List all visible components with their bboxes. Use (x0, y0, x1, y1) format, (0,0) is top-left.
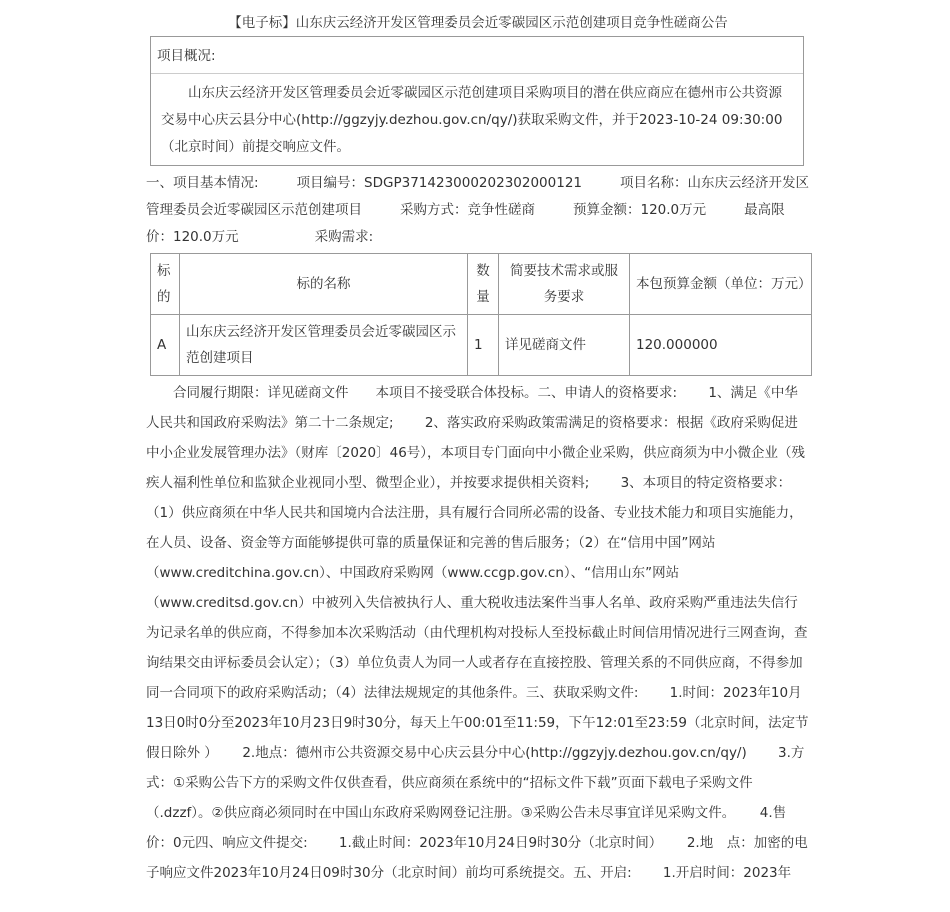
project-name: 项目名称：山东庆云经济开发区管理委员会近零碳园区示范创建项目 (146, 175, 810, 218)
notice-title: 【电子标】山东庆云经济开发区管理委员会近零碳园区示范创建项目竞争性磋商公告 (228, 15, 728, 31)
table-cell: 120.000000 (630, 315, 812, 376)
project-number: 项目编号：SDGP371423000202302000121 (296, 175, 583, 191)
header-cell: 标的名称 (180, 254, 468, 315)
overview-heading: 项目概况: (151, 37, 803, 74)
requirement-table (150, 253, 812, 376)
header-cell: 简要技术需求或服务要求 (499, 254, 630, 315)
project-overview-box (150, 36, 804, 166)
table-header-row (151, 254, 812, 315)
table-cell: 详见磋商文件 (499, 315, 630, 376)
procurement-requirement: 采购需求: (314, 229, 374, 245)
budget-amount: 预算金额：120.0万元 (573, 202, 707, 218)
header-cell: 本包预算金额（单位：万元） (630, 254, 812, 315)
basic-info (146, 170, 810, 251)
section-label: 一、项目基本情况: (146, 175, 259, 191)
notice-body-text: 合同履行期限：详见磋商文件 本项目不接受联合体投标。二、申请人的资格要求: 1、满足《中华人民共和国政府采购法》第二十二条规定; 2、落实政府采购政策需满足的资格要求：根据《政府采购促进中小企业发展管理办法》（财库〔2020〕46号），本项目专门面向中小微企业采购，供应商须为中小微企业（残疾人福利性单位和监狱企业视同小型、微型企业），并按要求提供相关资料; 3、本项目的特定资格要求：（1）供应商须在中华人民共和国境内合法注册，具有履行合同所必需的设备、专业技术能力和项目实施能力，在人员、设备、资金等方面能够提供可靠的质量保证和完善的售后服务；（2）在“信用中国”网站（www.creditchina.gov.cn）、中国政府采购网（www.ccgp.gov.cn）、“信用山东”网站（www.creditsd.gov.cn）中被列入失信被执行人、重大税收违法案件当事人名单、政府采购严重违法失信行为记录名单的供应商，不得参加本次采购活动（由代理机构对投标人至投标截止时间信用情况进行三网查询，查询结果交由评标委员会认定）；（3）单位负责人为同一人或者存在直接控股、管理关系的不同供应商，不得参加同一合同项下的政府采购活动；（4）法律法规规定的其他条件。三、获取采购文件: 1.时间：2023年10月13日0时0分至2023年10月23日9时30分，每天上午00:01至11:59，下午12:01至23:59（北京时间，法定节假日除外 ） 2.地点：德州市公共资源交易中心庆云县分中心(http://ggzyjy.dezhou.gov.cn/qy/) 3.方式：①采购公告下方的采购文件仅供查看，供应商须在系统中的“招标文件下载”页面下载电子采购文件（.dzzf）。②供应商必须同时在中国山东政府采购网登记注册。③采购公告未尽事宜详见采购文件。 4.售价：0元四、响应文件提交: 1.截止时间：2023年10月24日9时30分（北京时间） 2.地 点：加密的电子响应文件2023年10月24日09时30分（北京时间）前均可系统提交。五、开启: 1.开启时间：2023年 (146, 385, 809, 881)
table-row (151, 315, 812, 376)
overview-text: 山东庆云经济开发区管理委员会近零碳园区示范创建项目采购项目的潜在供应商应在德州市公共资源交易中心庆云县分中心(http://ggzyjy.dezhou.gov.cn/qy/)获取采购文件，并于2023-10-24 09:30:00（北京时间）前提交响应文件。 (161, 85, 783, 155)
table-cell: 1 (468, 315, 499, 376)
header-cell: 标的 (151, 254, 180, 315)
notice-page (146, 0, 810, 888)
table-cell: 山东庆云经济开发区管理委员会近零碳园区示范创建项目 (180, 315, 468, 376)
header-cell: 数量 (468, 254, 499, 315)
max-price: 最高限价：120.0万元 (146, 202, 785, 245)
table-cell: A (151, 315, 180, 376)
procurement-method: 采购方式：竞争性磋商 (400, 202, 535, 218)
